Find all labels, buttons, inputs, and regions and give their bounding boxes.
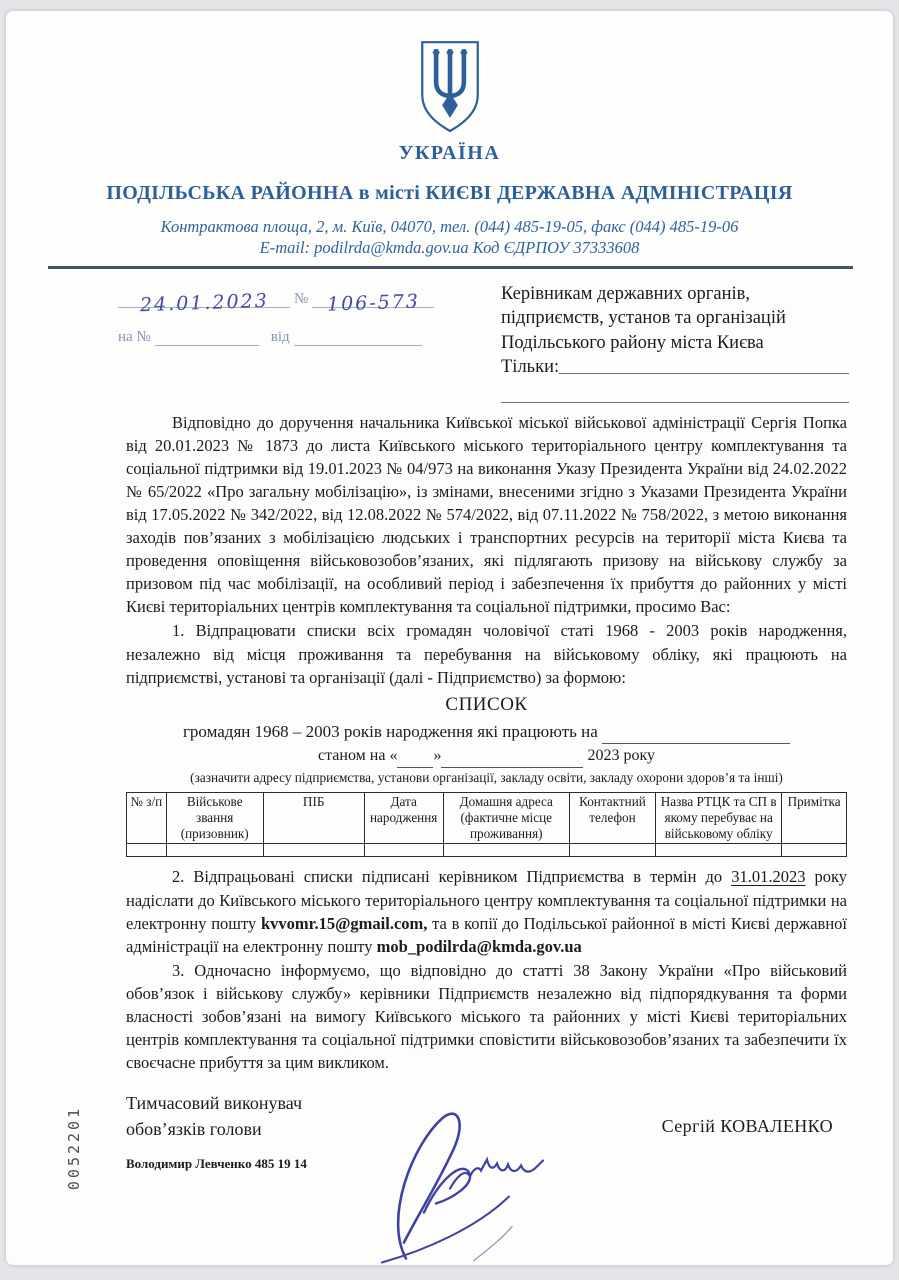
recipient-block [501,282,849,403]
paragraph-item-3: 3. Одночасно інформуємо, що відповідно до статті 38 Закону України «Про військовий обов’язок і військову службу» керівники Підприємств незалежно від підпорядкування та форми власності зобов’язані на вимогу Київського міського та районних у місті Києві територіальних центрів комплектування та соціальної підтримки сповістити військовозобов’язаних та забезпечити їх своєчасне прибуття за цим викликом. [126,960,847,1073]
enterprise-name-blank [602,727,790,744]
signer-position: Тимчасовий виконувач обов’язків голови [126,1093,303,1140]
reply-from-date-label: від [270,328,290,345]
list-as-of-date-line: станом на « » 2023 року [126,745,847,767]
number-sign-label: № [294,290,309,307]
column-header: № з/п [127,793,167,844]
table-header-row [127,793,847,844]
paragraph-item-1: 1. Відпрацювати списки всіх громадян чоловічої статі 1968 - 2003 років народження, незалежно від місця проживання та перебування на військовому обліку, які працюють на підприємстві, установі та організації (далі - Підприємство) за формою: [126,621,847,687]
handwritten-outgoing-number: 106-573 [326,290,421,316]
deadline-date: 31.01.2023 [731,867,806,887]
paragraph-item-2: 2. Відпрацьовані списки підписані керівником Підприємства в термін до 31.01.2023 року надіслати до Київського міського територіального центру комплектування та соціальної підтримки на електронну пошту kvvomr.15@gmail.com, та в копії до Подільської районної в місті Києві державної адміністрації на електронну пошту mob_podilrda@kmda.gov.ua [126,867,847,956]
recipient-line: Подільського району міста Києва [501,332,764,353]
signature-row [6,1074,893,1142]
table-empty-row [127,844,847,857]
executor-contact: Володимир Левченко 485 19 14 [126,1156,307,1172]
column-header: Контактний телефон [569,793,655,844]
column-header: Примітка [782,793,847,844]
recipient-line: Керівникам державних органів, [501,283,751,304]
reference-recipient-row [6,269,893,403]
handwritten-date: 24.01.2023 [139,289,269,317]
recipient-name-blank-2 [501,380,849,403]
reply-date-blank [294,330,422,346]
document-body [6,403,893,1075]
recipient-line: підприємств, установ та організацій [501,308,786,329]
column-header: Військове звання (призовник) [166,793,263,844]
column-header: ПІБ [263,793,364,844]
address-line: Контрактова площа, 2, м. Київ, 04070, тел. (044) 485-19-05, факс (044) 485-19-06 [160,217,739,236]
reply-number-blank [155,330,259,346]
list-form-note: (зазначити адресу підприємства, установи організації, закладу освіти, закладу охорони здоров’я та інші) [190,769,783,785]
list-form-table [126,792,847,857]
organization-name: ПОДІЛЬСЬКА РАЙОННА в місті КИЄВІ ДЕРЖАВНА АДМІНІСТРАЦІЯ [106,182,793,204]
list-form-subtitle: громадян 1968 – 2003 років народження які працюють на [126,720,847,744]
as-of-day-blank [397,752,433,768]
document-side-number: 0052201 [65,1105,83,1191]
signer-name: Сергій КОВАЛЕНКО [661,1116,833,1137]
ukraine-trident-emblem-icon [6,39,893,141]
column-header: Назва РТЦК та СП в якому перебуває на військовому обліку [656,793,782,844]
letterhead [6,11,893,269]
email-address-kvvomr: kvvomr.15@gmail.com, [260,913,428,933]
reply-to-number-label: на № [118,328,151,345]
country-label: УКРАЇНА [398,142,501,164]
email-address-podilrda: mob_podilrda@kmda.gov.ua [376,936,582,956]
as-of-month-blank [441,752,583,768]
reference-block [118,282,468,403]
paragraph-intro: Відповідно до доручення начальника Київської міської військової адміністрації Сергія Попка від 20.01.2023 № 1873 до листа Київського міського територіального центру комплектування та соціальної підтримки від 19.01.2023 № 04/973 на виконання Указу Президента України від 24.02.2022 № 65/2022 «Про загальну мобілізацію», із змінами, внесеними згідно з Указами Президента України від 17.05.2022 № 342/2022, від 12.08.2022 № 574/2022, від 07.11.2022 № 758/2022, з метою виконання заходів пов’язаних з мобілізацією людських і транспортних ресурсів на території міста Києва та проведення оповіщення військовозобов’язаних, які підлягають призову на військову службу за призовом під час мобілізації, на особливий період і забезпечення їх прибуття до районних у місті Києві територіальних центрів комплектування та соціальної підтримки, просимо Вас: [126,412,847,617]
list-form-title: СПИСОК [445,693,528,715]
document-page [6,11,893,1265]
contact-line: E-mail: podilrda@kmda.gov.ua Код ЄДРПОУ 37333608 [259,238,640,258]
column-header: Домашня адреса (фактичне місце проживання) [443,793,569,844]
tilky-label: Тільки: [501,357,560,378]
recipient-name-blank [559,355,849,374]
column-header: Дата народження [364,793,443,844]
